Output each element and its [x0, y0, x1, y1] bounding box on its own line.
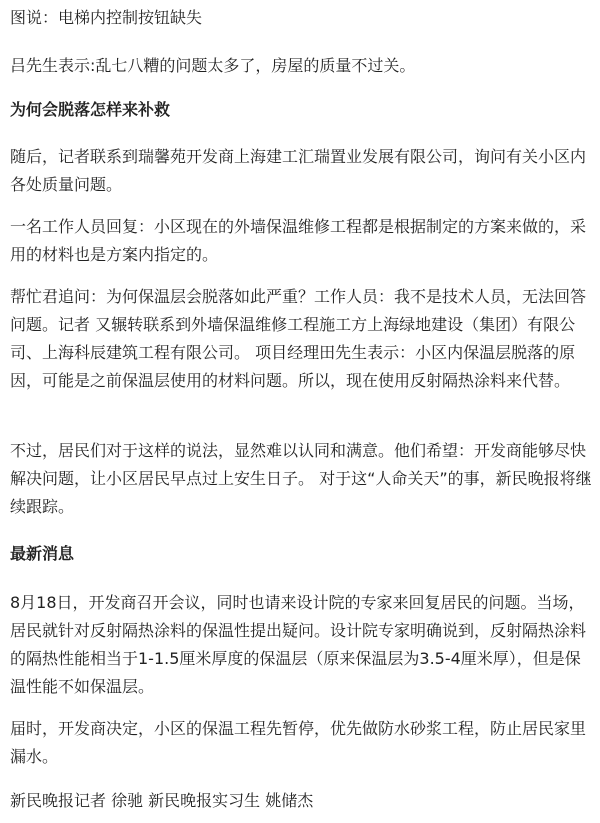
- section-heading-latest: 最新消息: [10, 544, 75, 563]
- paragraph-resident-quote: 吕先生表示:乱七八糟的问题太多了，房屋的质量不过关。: [10, 56, 416, 75]
- paragraph-decision: 届时，开发商决定，小区的保温工程先暂停，优先做防水砂浆工程，防止居民家里漏水。: [10, 719, 587, 766]
- paragraph-contact-developer: 随后，记者联系到瑞馨苑开发商上海建工汇瑞置业发展有限公司，询问有关小区内各处质量问题。: [10, 147, 587, 194]
- image-caption: 图说：电梯内控制按钮缺失: [10, 8, 203, 27]
- section-heading-cause: 为何会脱落怎样来补救: [10, 100, 171, 119]
- paragraph-followup: 帮忙君追问：为何保温层会脱落如此严重？工作人员：我不是技术人员，无法回答问题。记者 又辗转联系到外墙保温维修工程施工方上海绿地建设（集团）有限公司、上海科辰建筑工程有限公司。 项目经理田先生表示：小区内保温层脱落的原因，可能是之前保温层使用的材料问题。所以，现在使用反射隔热涂料来代替。: [10, 287, 587, 390]
- paragraph-meeting: 8月18日，开发商召开会议，同时也请来设计院的专家来回复居民的问题。当场，居民就针对反射隔热涂料的保温性提出疑问。设计院专家明确说到，反射隔热涂料的隔热性能相当于1-1.5厘米厚度的保温层（原来保温层为3.5-4厘米厚），但是保温性能不如保温层。: [10, 593, 587, 696]
- paragraph-residents-hope: 不过，居民们对于这样的说法，显然难以认同和满意。他们希望：开发商能够尽快解决问题，让小区居民早点过上安生日子。 对于这“人命关天”的事，新民晚报将继续跟踪。: [10, 441, 592, 516]
- byline: 新民晚报记者 徐驰 新民晚报实习生 姚储杰: [10, 791, 314, 810]
- paragraph-staff-reply: 一名工作人员回复：小区现在的外墙保温维修工程都是根据制定的方案来做的，采用的材料也是方案内指定的。: [10, 217, 587, 264]
